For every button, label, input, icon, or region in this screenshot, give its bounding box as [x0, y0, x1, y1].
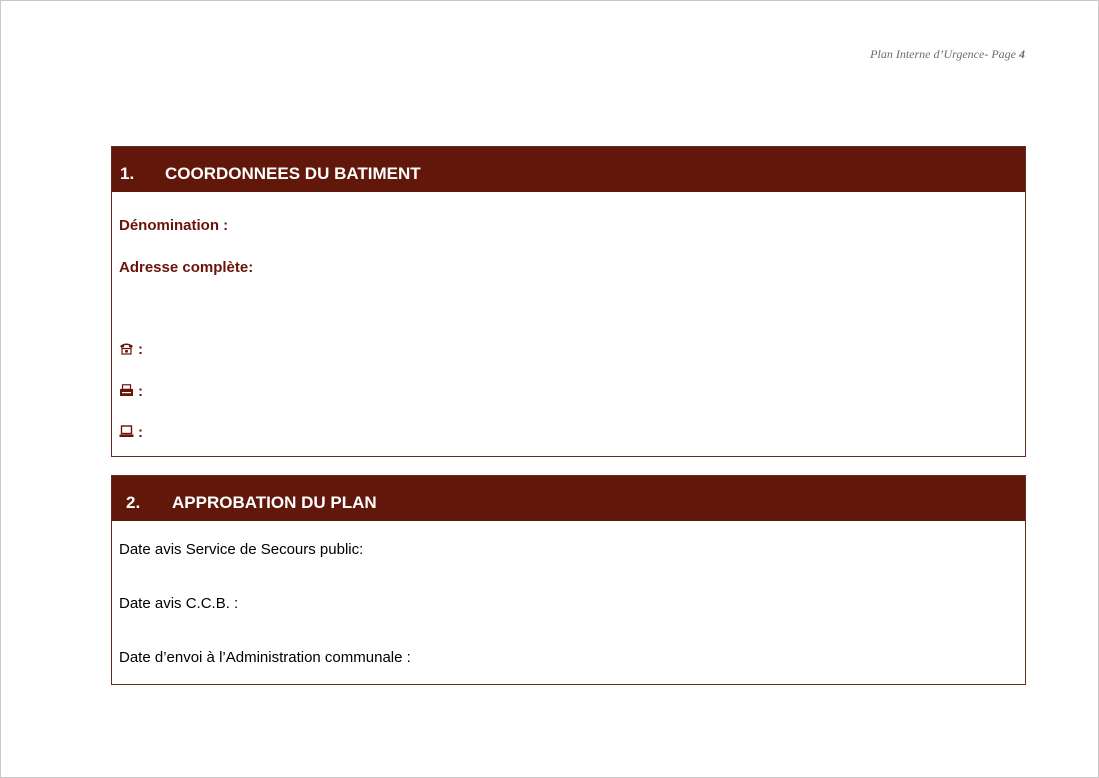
fax-field: [119, 383, 143, 401]
section-plan-approval: [111, 475, 1026, 685]
fax-icon: [119, 384, 134, 401]
telephone-icon: [119, 342, 134, 359]
page-header-text: Plan Interne d’Urgence- Page: [870, 47, 1019, 61]
phone-label: :: [138, 341, 143, 358]
section-header: [112, 147, 1025, 192]
section-building-details: [111, 146, 1026, 457]
section-number: 1.: [120, 164, 135, 183]
section-title: APPROBATION DU PLAN: [172, 493, 377, 512]
email-field: [119, 424, 143, 442]
computer-icon: [119, 425, 134, 442]
email-label: :: [138, 424, 143, 441]
fax-label: :: [138, 383, 143, 400]
page-header: [870, 47, 1025, 62]
admin-send-date-label: Date d’envoi à l’Administration communale :: [119, 649, 411, 666]
section-title: COORDONNEES DU BATIMENT: [165, 164, 421, 183]
denomination-label: Dénomination :: [119, 217, 229, 234]
section-number: 2.: [126, 493, 141, 512]
ccb-date-label: Date avis C.C.B. :: [119, 595, 239, 612]
phone-field: [119, 341, 143, 359]
page-number: 4: [1019, 47, 1025, 61]
rescue-service-date-label: Date avis Service de Secours public:: [119, 541, 364, 558]
section-header: [112, 476, 1025, 521]
address-label: Adresse complète:: [119, 259, 254, 276]
